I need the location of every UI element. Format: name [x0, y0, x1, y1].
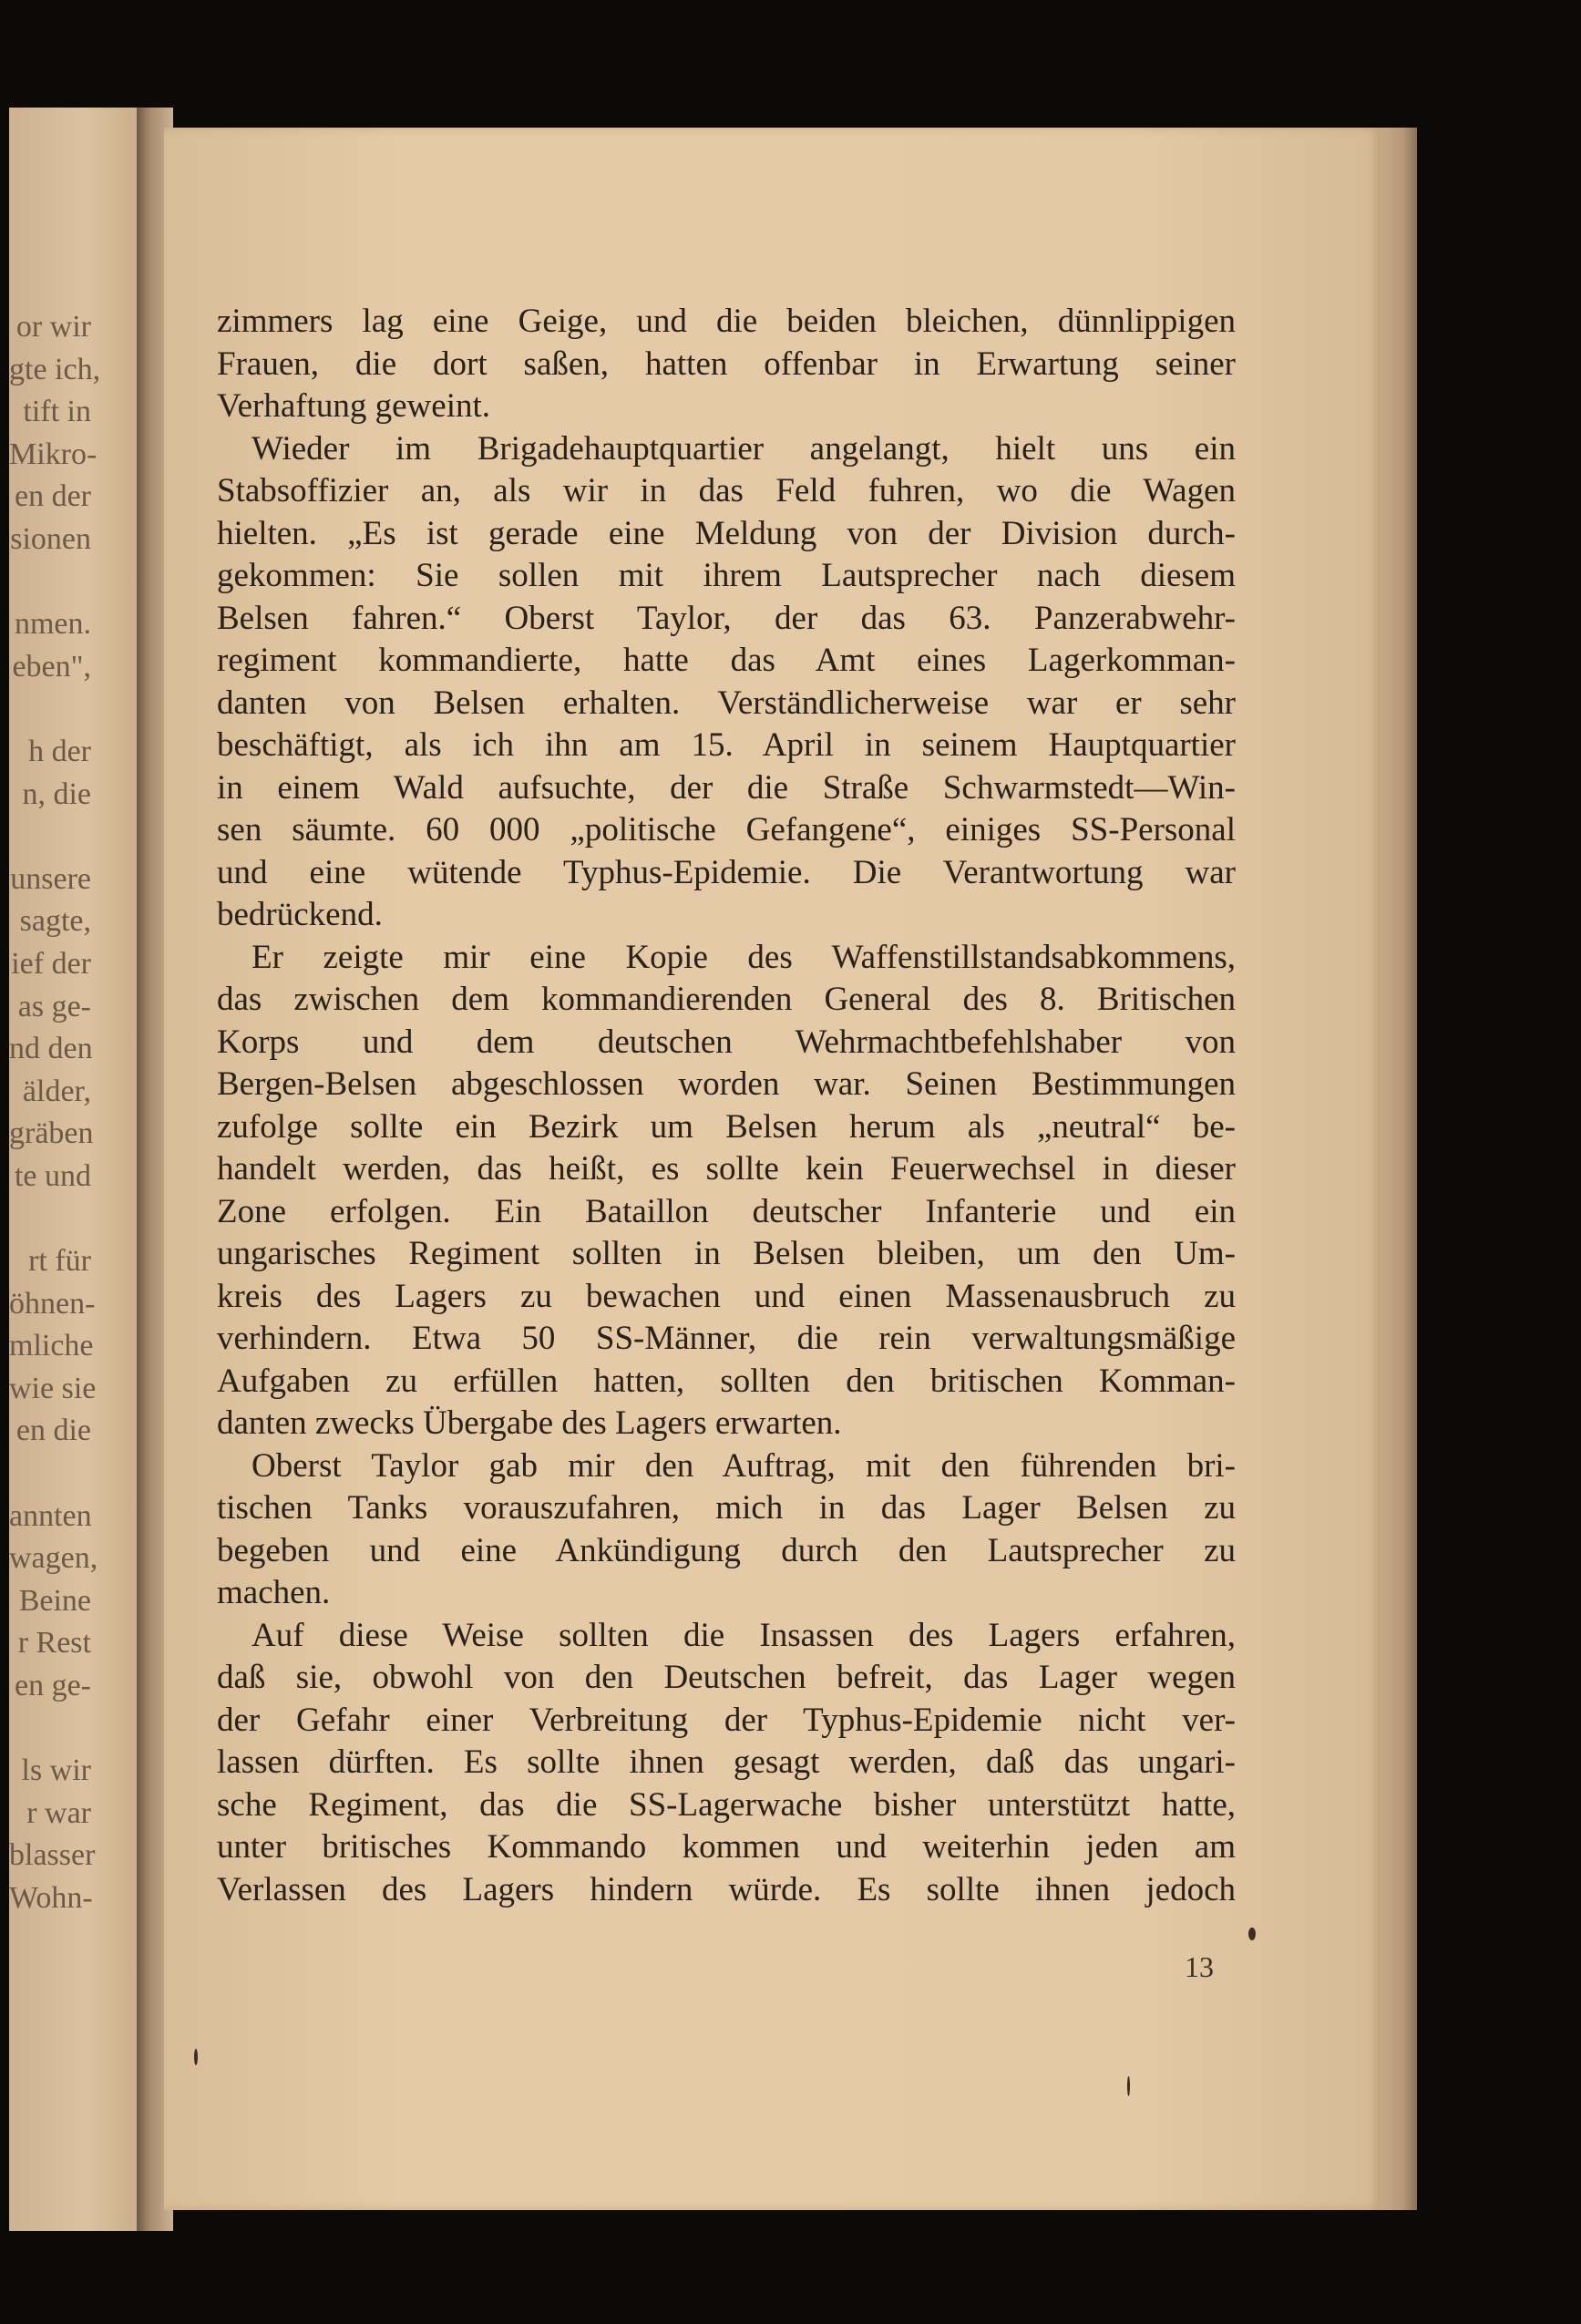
page-edge	[1381, 128, 1417, 2210]
left-page-line	[9, 688, 146, 731]
text-line: Korps und dem deutschen Wehrmachtbefehlshaber von	[217, 1023, 1236, 1061]
text-line: Zone erfolgen. Ein Bataillon deutscher Infanterie und ein	[217, 1192, 1236, 1230]
left-page-text	[9, 306, 146, 1920]
left-page-line: blasser	[9, 1838, 96, 1873]
text-line: verhindern. Etwa 50 SS-Männer, die rein verwaltungsmäßige	[217, 1320, 1236, 1357]
left-page-line: en der	[14, 479, 91, 514]
text-line: begeben und eine Ankündigung durch den Lautsprecher zu	[217, 1531, 1236, 1569]
left-page-line: or wir	[15, 310, 91, 344]
text-line: danten zwecks Übergabe des Lagers erwarten.	[217, 1404, 842, 1442]
text-line: Verhaftung geweint.	[217, 387, 491, 425]
left-page-line: en ge-	[14, 1669, 91, 1702]
left-page-line: rt für	[28, 1244, 91, 1279]
left-page-line: gräben	[9, 1116, 94, 1151]
text-line: handelt werden, das heißt, es sollte kein Feuerwechsel in dieser	[217, 1150, 1236, 1188]
left-page-line	[9, 1198, 146, 1240]
paper-speck	[194, 2049, 198, 2065]
left-page-line	[9, 1453, 146, 1496]
left-page-line: wie sie	[9, 1371, 97, 1405]
left-page-line: tift in	[23, 395, 91, 429]
text-line: Oberst Taylor gab mir den Auftrag, mit den führenden bri-	[252, 1446, 1236, 1485]
text-line: bedrückend.	[217, 896, 383, 933]
left-page	[9, 108, 146, 2231]
text-line: und eine wütende Typhus-Epidemie. Die Verantwortung war	[217, 853, 1236, 891]
left-page-line	[9, 1708, 146, 1751]
left-page-line: h der	[28, 734, 91, 768]
page-number: 13	[1185, 1950, 1214, 1983]
text-line: machen.	[217, 1574, 331, 1611]
left-page-line: mliche	[9, 1329, 94, 1363]
left-page-line: eben",	[12, 649, 91, 684]
left-page-line: r war	[26, 1795, 91, 1830]
left-page-line: ls wir	[21, 1753, 91, 1788]
left-page-line: te und	[14, 1158, 91, 1193]
left-page-line: nd den	[9, 1032, 93, 1066]
text-line: das zwischen dem kommandierenden General des 8. Britischen	[217, 981, 1236, 1018]
text-line: in einem Wald aufsuchte, der die Straße Schwarmstedt—Win-	[217, 768, 1236, 807]
left-page-line: nmen.	[14, 607, 91, 642]
left-page-line: Wohn-	[9, 1880, 93, 1915]
text-line: Stabsoffizier an, als wir in das Feld fuhren, wo die Wagen	[217, 472, 1236, 509]
left-page-line: annten	[9, 1498, 92, 1533]
text-line: danten von Belsen erhalten. Verständlicherweise war er sehr	[217, 684, 1236, 722]
left-page-line: unsere	[10, 861, 91, 896]
left-page-line: Mikro-	[9, 437, 98, 471]
text-line: beschäftigt, als ich ihn am 15. April in seinem Hauptquartier	[217, 726, 1236, 764]
text-line: sche Regiment, das die SS-Lagerwache bisher unterstützt hatte,	[217, 1785, 1236, 1824]
text-line: hielten. „Es ist gerade eine Meldung von der Division durch-	[217, 514, 1236, 552]
text-line: zufolge sollte ein Bezirk um Belsen herum als „neutral“ be-	[217, 1107, 1236, 1146]
text-line: sen säumte. 60 000 „politische Gefangene“, einiges SS-Personal	[217, 811, 1236, 848]
text-line: unter britisches Kommando kommen und weiterhin jeden am	[217, 1828, 1236, 1866]
text-line: Auf diese Weise sollten die Insassen des Lagers erfahren,	[252, 1616, 1236, 1654]
left-page-line: öhnen-	[9, 1286, 96, 1321]
text-line: der Gefahr einer Verbreitung der Typhus-Epidemie nicht ver-	[217, 1701, 1236, 1739]
left-page-line: gte ich,	[9, 352, 101, 386]
text-line: regiment kommandierte, hatte das Amt eines Lagerkomman-	[217, 642, 1236, 679]
text-line: Frauen, die dort saßen, hatten offenbar in Erwartung seiner	[217, 344, 1236, 383]
left-page-line: älder,	[22, 1074, 91, 1108]
text-line: Belsen fahren.“ Oberst Taylor, der das 63. Panzerabwehr-	[217, 599, 1236, 637]
text-line: tischen Tanks vorauszufahren, mich in das Lager Belsen zu	[217, 1489, 1236, 1527]
left-page-line: sagte,	[19, 904, 91, 939]
text-line: Er zeigte mir eine Kopie des Waffenstillstandsabkommens,	[252, 938, 1236, 976]
left-page-line: as ge-	[17, 989, 91, 1023]
left-page-line: Beine	[18, 1583, 91, 1618]
text-line: Bergen-Belsen abgeschlossen worden war. Seinen Bestimmungen	[217, 1065, 1236, 1103]
left-page-line	[9, 561, 146, 604]
text-line: Verlassen des Lagers hindern würde. Es sollte ihnen jedoch	[217, 1870, 1236, 1908]
left-page-line: sionen	[10, 521, 91, 556]
text-line: gekommen: Sie sollen mit ihrem Lautsprecher nach diesem	[217, 557, 1236, 594]
main-page-text	[217, 301, 1236, 1911]
left-page-line: ief der	[11, 946, 91, 981]
left-page-line: wagen,	[9, 1541, 98, 1576]
text-line: kreis des Lagers zu bewachen und einen Massenausbruch zu	[217, 1277, 1236, 1315]
paper-speck	[1127, 2076, 1130, 2096]
left-page-line: en die	[15, 1414, 91, 1448]
text-line: ungarisches Regiment sollten in Belsen bleiben, um den Um-	[217, 1235, 1236, 1272]
text-line: daß sie, obwohl von den Deutschen befreit, das Lager wegen	[217, 1659, 1236, 1696]
text-line: Wieder im Brigadehauptquartier angelangt, hielt uns ein	[252, 429, 1236, 468]
text-line: lassen dürften. Es sollte ihnen gesagt werden, daß das ungari-	[217, 1743, 1236, 1781]
paper-speck	[1248, 1928, 1256, 1940]
left-page-line: r Rest	[17, 1626, 91, 1661]
text-line: zimmers lag eine Geige, und die beiden bleichen, dünnlippigen	[217, 303, 1236, 340]
left-page-line	[9, 816, 146, 859]
text-line: Aufgaben zu erfüllen hatten, sollten den britischen Komman-	[217, 1362, 1236, 1400]
left-page-line: n, die	[22, 776, 91, 811]
